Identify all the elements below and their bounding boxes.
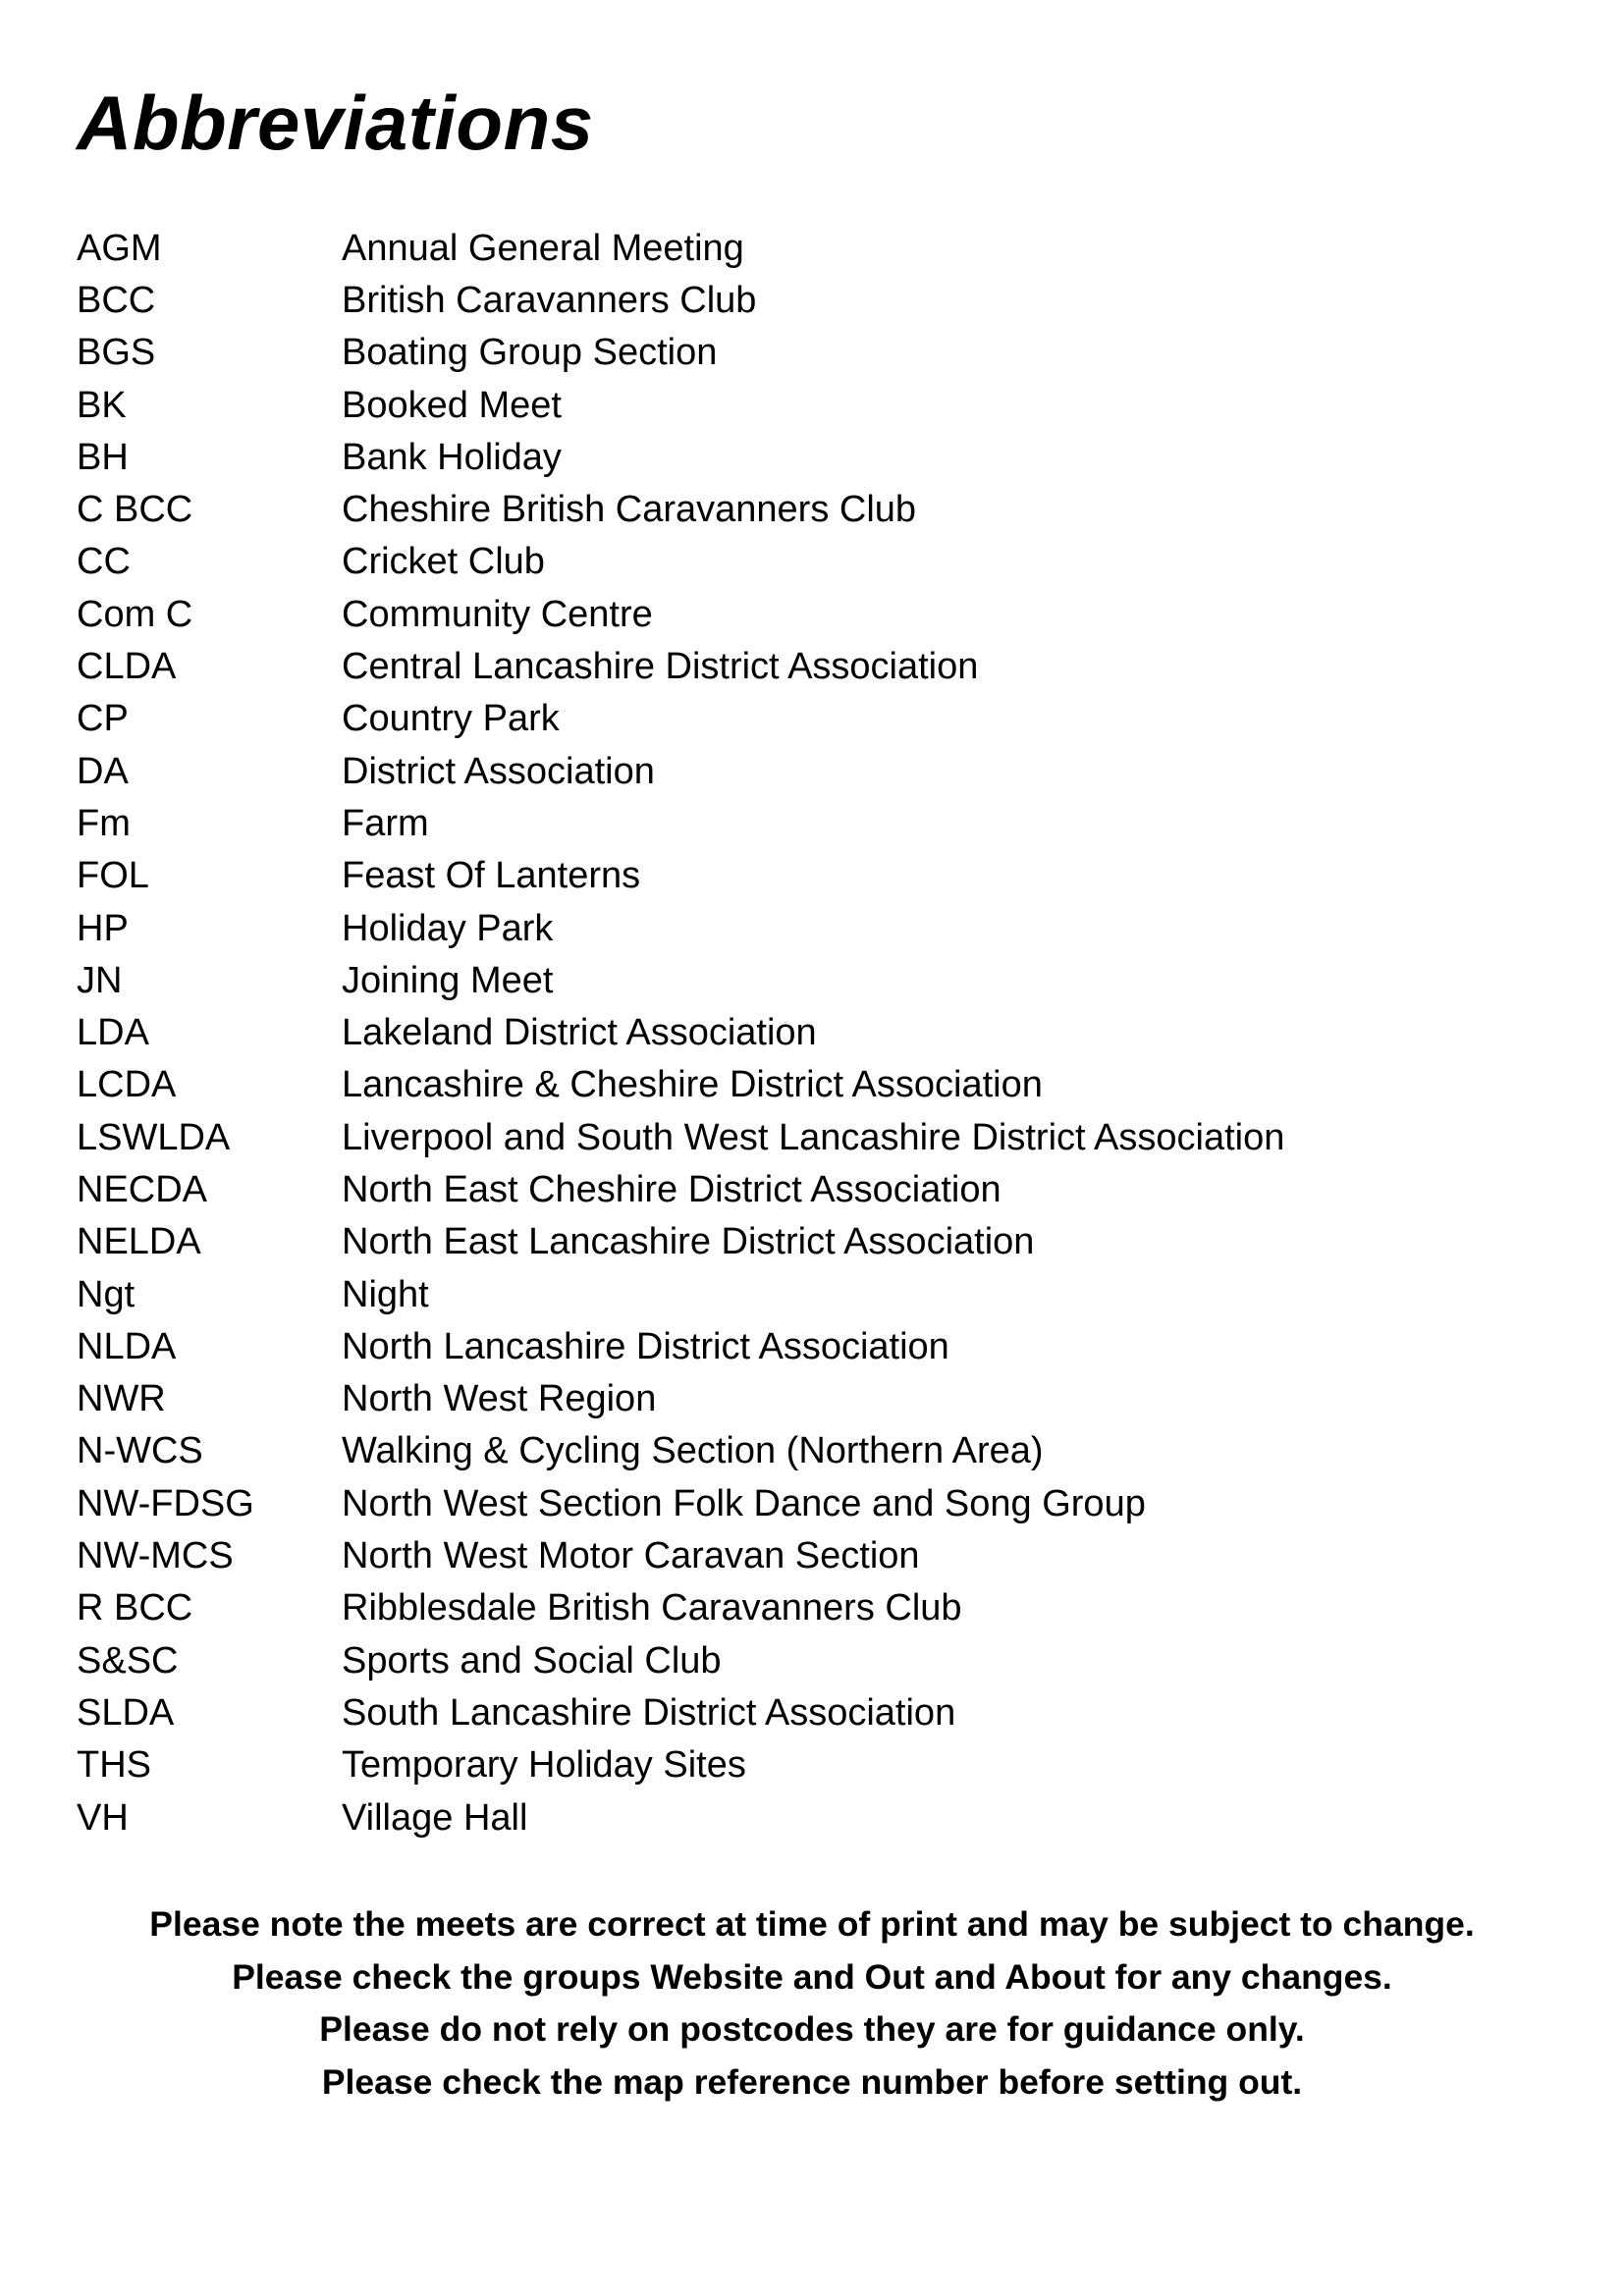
abbreviation-row [77, 274, 1284, 326]
notes-section [0, 1898, 1624, 2109]
abbreviation-code: THS [77, 1744, 151, 1787]
abbreviation-meaning: British Caravanners Club [342, 279, 757, 321]
abbreviation-meaning: Liverpool and South West Lancashire District Association [342, 1116, 1285, 1158]
abbreviation-row [77, 1006, 1284, 1058]
abbreviation-row [77, 850, 1284, 902]
abbreviation-code: S&SC [77, 1639, 179, 1682]
abbreviation-meaning: Lancashire & Cheshire District Association [342, 1064, 1043, 1106]
abbreviation-row [77, 797, 1284, 849]
abbreviation-row [77, 1791, 1284, 1843]
abbreviation-meaning: Boating Group Section [342, 332, 718, 374]
abbreviation-row [77, 431, 1284, 483]
note-line: Please do not rely on postcodes they are for guidance only. [319, 2009, 1305, 2049]
abbreviation-code: BCC [77, 279, 156, 321]
abbreviation-code: CC [77, 541, 131, 583]
abbreviation-code: AGM [77, 227, 162, 269]
abbreviation-code: LSWLDA [77, 1116, 231, 1158]
abbreviation-meaning: Annual General Meeting [342, 227, 744, 269]
abbreviation-code: Com C [77, 593, 193, 635]
abbreviation-row [77, 640, 1284, 692]
abbreviation-meaning: Night [342, 1273, 429, 1315]
abbreviation-meaning: Central Lancashire District Association [342, 646, 979, 688]
abbreviation-row [77, 1268, 1284, 1320]
abbreviation-code: NECDA [77, 1168, 208, 1210]
abbreviation-code: N-WCS [77, 1430, 203, 1472]
abbreviation-code: Fm [77, 802, 131, 844]
abbreviation-row [77, 1373, 1284, 1425]
abbreviation-row [77, 1059, 1284, 1111]
abbreviation-code: R BCC [77, 1587, 193, 1629]
abbreviation-code: HP [77, 907, 129, 949]
abbreviation-code: NWR [77, 1378, 166, 1420]
abbreviation-list [77, 222, 1284, 1843]
abbreviation-code: VH [77, 1796, 129, 1839]
abbreviation-meaning: North East Lancashire District Association [342, 1221, 1035, 1263]
note-line: Please check the groups Website and Out and About for any changes. [232, 1956, 1392, 1997]
note-line: Please check the map reference number before setting out. [321, 2061, 1303, 2102]
abbreviation-row [77, 1216, 1284, 1268]
abbreviation-row [77, 1425, 1284, 1477]
abbreviation-code: Ngt [77, 1273, 135, 1315]
abbreviation-meaning: North West Region [342, 1378, 657, 1420]
abbreviation-code: NW-MCS [77, 1535, 234, 1577]
abbreviation-code: JN [77, 959, 123, 1001]
abbreviation-row [77, 483, 1284, 535]
abbreviation-meaning: Lakeland District Association [342, 1012, 817, 1054]
abbreviation-row [77, 327, 1284, 379]
abbreviation-row [77, 693, 1284, 745]
abbreviation-row [77, 1686, 1284, 1738]
page-title: Abbreviations [77, 80, 594, 166]
abbreviation-row [77, 954, 1284, 1006]
abbreviation-code: CP [77, 698, 129, 740]
abbreviation-meaning: Bank Holiday [342, 436, 562, 478]
abbreviation-meaning: Cricket Club [342, 541, 545, 583]
abbreviation-meaning: North East Cheshire District Association [342, 1168, 1001, 1210]
abbreviation-meaning: Village Hall [342, 1796, 528, 1839]
abbreviation-meaning: North Lancashire District Association [342, 1325, 949, 1367]
abbreviation-meaning: Sports and Social Club [342, 1639, 722, 1682]
abbreviation-row [77, 1320, 1284, 1372]
abbreviation-row [77, 902, 1284, 954]
abbreviation-meaning: Cheshire British Caravanners Club [342, 489, 917, 531]
abbreviation-row [77, 1739, 1284, 1791]
abbreviation-meaning: South Lancashire District Association [342, 1691, 956, 1734]
abbreviation-row [77, 222, 1284, 274]
abbreviation-code: FOL [77, 855, 149, 897]
abbreviation-code: DA [77, 750, 129, 792]
abbreviation-meaning: Joining Meet [342, 959, 554, 1001]
abbreviation-code: NELDA [77, 1221, 201, 1263]
abbreviation-code: NLDA [77, 1325, 177, 1367]
abbreviation-row [77, 1634, 1284, 1686]
abbreviation-code: SLDA [77, 1691, 175, 1734]
abbreviation-meaning: Holiday Park [342, 907, 554, 949]
abbreviation-code: C BCC [77, 489, 193, 531]
abbreviation-row [77, 1111, 1284, 1163]
abbreviation-code: BGS [77, 332, 156, 374]
note-line: Please note the meets are correct at time of print and may be subject to change. [149, 1904, 1475, 1944]
abbreviation-row [77, 745, 1284, 797]
abbreviation-row [77, 1529, 1284, 1581]
abbreviation-meaning: North West Section Folk Dance and Song Group [342, 1482, 1146, 1524]
abbreviation-row [77, 1582, 1284, 1634]
abbreviation-row [77, 1477, 1284, 1529]
abbreviation-meaning: Walking & Cycling Section (Northern Area) [342, 1430, 1044, 1472]
abbreviation-meaning: Farm [342, 802, 429, 844]
abbreviation-row [77, 536, 1284, 588]
abbreviation-code: NW-FDSG [77, 1482, 254, 1524]
abbreviation-row [77, 588, 1284, 640]
abbreviation-code: CLDA [77, 646, 177, 688]
abbreviation-meaning: District Association [342, 750, 655, 792]
abbreviation-code: LDA [77, 1012, 149, 1054]
abbreviation-row [77, 379, 1284, 431]
abbreviation-code: LCDA [77, 1064, 177, 1106]
abbreviation-meaning: North West Motor Caravan Section [342, 1535, 920, 1577]
abbreviation-meaning: Country Park [342, 698, 560, 740]
abbreviation-meaning: Ribblesdale British Caravanners Club [342, 1587, 962, 1629]
abbreviation-meaning: Booked Meet [342, 384, 562, 426]
abbreviation-row [77, 1163, 1284, 1215]
abbreviation-code: BK [77, 384, 127, 426]
abbreviation-code: BH [77, 436, 129, 478]
abbreviation-meaning: Community Centre [342, 593, 653, 635]
abbreviation-meaning: Feast Of Lanterns [342, 855, 641, 897]
abbreviation-meaning: Temporary Holiday Sites [342, 1744, 746, 1787]
